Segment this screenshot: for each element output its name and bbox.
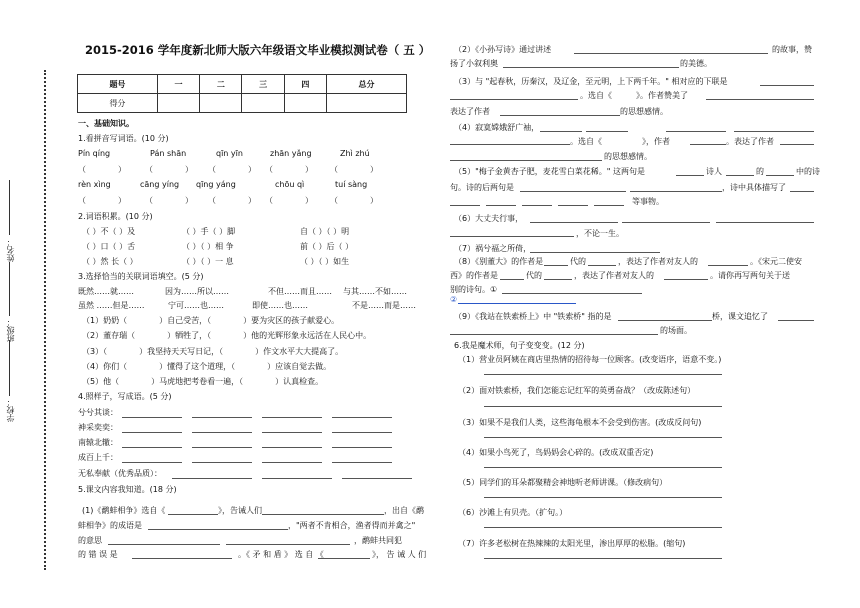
r8-text: 代的 — [526, 271, 542, 280]
paren-close: ） — [370, 165, 378, 174]
fill-blank[interactable] — [558, 205, 588, 206]
idiom-blank[interactable] — [192, 462, 252, 463]
paren-close: ） — [185, 196, 193, 205]
q5-1-text: ，鹬蚌共同犯 — [354, 536, 402, 545]
r5-text: ，诗中具体描写了 — [722, 183, 786, 192]
idiom-blank[interactable] — [122, 417, 182, 418]
fill-blank[interactable] — [522, 205, 552, 206]
sentence-item: （1）营业员阿姨在商店里热情的招待每一位顾客。(改变语序，语意不变。) — [458, 355, 722, 364]
r2-text: 的故事，赞 — [772, 45, 812, 54]
r9-text: 桥，课文追忆了 — [712, 312, 768, 321]
fill-blank[interactable] — [664, 279, 708, 280]
sentence-item: （3）如果不是我们人类，这些海龟根本不会受到伤害。(改成反问句) — [458, 418, 702, 427]
word-item[interactable]: （ ）（ ）一 息 — [182, 257, 234, 266]
answer-box[interactable] — [208, 164, 256, 175]
conj-option: 因为……所以…… — [165, 287, 229, 296]
paren-open: （ — [208, 165, 216, 174]
pinyin-1: Pín qíng — [78, 149, 111, 158]
r9-text: 的场面。 — [660, 326, 692, 335]
fill-blank[interactable] — [778, 320, 814, 321]
page-title: 2015-2016 学年度新北师大版六年级语文毕业模拟测试卷（ 五 ） — [85, 43, 431, 57]
paren-open: （ — [78, 165, 86, 174]
word-item[interactable]: （ ）口（ ）舌 — [82, 242, 136, 251]
conj-option: 既然……就…… — [78, 287, 134, 296]
idiom-blank[interactable] — [262, 417, 322, 418]
idiom-blank[interactable] — [332, 432, 392, 433]
q5-1-text: 的 错 误 是 — [78, 550, 118, 559]
score-header-cell: 题号 — [78, 75, 158, 94]
conj-item[interactable]: （2）董存瑞（ ）牺牲了，（ ）他的光辉形象永远活在人民心中。 — [82, 331, 372, 340]
fill-blank[interactable] — [108, 544, 220, 545]
answer-box[interactable] — [330, 164, 378, 175]
idiom-blank[interactable] — [262, 432, 322, 433]
paren-open: （ — [330, 196, 338, 205]
fill-blank[interactable] — [586, 131, 628, 132]
r3-text: 表达了作者 — [450, 107, 490, 116]
fill-blank[interactable] — [262, 514, 384, 515]
sentence-item: （2）面对铁索桥，我们怎能忘记红军的英勇奋战？（改成陈述句） — [458, 386, 696, 395]
idiom-blank[interactable] — [262, 462, 322, 463]
fill-blank[interactable] — [132, 558, 232, 559]
pinyin-10: tuí sàng — [335, 180, 368, 189]
fill-blank[interactable] — [458, 303, 576, 304]
r8-text: 别的诗句。① — [450, 285, 498, 294]
pinyin-3: qīn yīn — [216, 149, 243, 158]
r8-text: ，表达了作者对友人的 — [618, 257, 698, 266]
sentence-item: （4）如果小鸟死了，鸟妈妈会心碎的。(改成双重否定) — [458, 448, 654, 457]
r8-text: 西》的作者是 — [450, 271, 498, 280]
idiom-blank[interactable] — [332, 462, 392, 463]
conj-item[interactable]: （3）（ ）我坚持天天写日记，（ ）作文水平大大提高了。 — [82, 347, 344, 356]
fill-blank[interactable] — [726, 175, 754, 176]
q5-1-text: ，"两者不肯相合，渔者得而并禽之" — [288, 521, 416, 530]
fill-blank[interactable] — [622, 222, 710, 223]
word-item[interactable]: 前（ ）后（ ） — [300, 242, 354, 251]
r5-text: 的 — [756, 167, 764, 176]
r8-text: 。《宋元二使安 — [750, 257, 802, 266]
binding-dotted-line — [44, 70, 46, 570]
conj-item[interactable]: （5）他（ ）马虎地把考卷看一遍，（ ）认真检查。 — [82, 377, 324, 386]
idiom-blank[interactable] — [332, 447, 392, 448]
idiom-blank[interactable] — [192, 417, 252, 418]
school-label: 学校： — [6, 398, 15, 422]
idiom-blank[interactable] — [122, 432, 182, 433]
pinyin-8: qīng yáng — [196, 180, 236, 189]
r4-text: （4）寂寞嫦娥舒广袖， — [454, 123, 540, 132]
q5-1-text: ，出自《鹬 — [384, 506, 424, 515]
fill-blank[interactable] — [544, 279, 572, 280]
r5-text: 等事物。 — [632, 197, 664, 206]
paren-close: ） — [118, 165, 126, 174]
r6-text: ，不论一生。 — [576, 229, 624, 238]
school-line — [9, 340, 10, 396]
fill-blank[interactable] — [690, 144, 726, 145]
fill-blank[interactable] — [500, 279, 524, 280]
answer-line[interactable] — [484, 558, 722, 559]
q2-heading: 2.词语积累。(10 分) — [78, 212, 153, 221]
answer-box[interactable] — [265, 195, 313, 206]
r3-text: 的思想感情。 — [620, 107, 668, 116]
conj-option: 即使……也…… — [252, 301, 308, 310]
score-header-cell: 四 — [284, 75, 326, 94]
r5-text: 诗人 — [706, 167, 722, 176]
answer-box[interactable] — [78, 164, 126, 175]
pinyin-5: Zhì zhú — [340, 149, 370, 158]
fill-blank[interactable] — [450, 160, 602, 161]
fill-blank[interactable] — [226, 544, 350, 545]
q5-1-text: 的意思 — [78, 536, 102, 545]
r2-text: 的美德。 — [680, 59, 712, 68]
fill-blank[interactable] — [766, 175, 794, 176]
fill-blank[interactable] — [790, 191, 814, 192]
score-header-cell: 一 — [157, 75, 199, 94]
word-item[interactable]: （ ）然 长（ ） — [82, 257, 138, 266]
answer-box[interactable] — [145, 164, 193, 175]
conj-item[interactable]: （4）你们（ ）懂得了这个道理，（ ）应该自觉去做。 — [82, 362, 332, 371]
score-cell[interactable] — [327, 94, 407, 113]
class-line — [9, 262, 10, 316]
answer-line[interactable] — [484, 374, 722, 375]
paren-close: ） — [305, 196, 313, 205]
idiom-label: 成百上千： — [78, 453, 118, 462]
r8-text: ② — [450, 295, 458, 304]
conj-option: 宁可……也…… — [168, 301, 224, 310]
class-label: 班级： — [6, 318, 15, 342]
fill-blank[interactable] — [450, 205, 480, 206]
paren-close: ） — [118, 196, 126, 205]
q3-heading: 3.选择恰当的关联词语填空。(5 分) — [78, 272, 204, 281]
q6-heading: 6.我是魔术师，句子变变变。(12 分) — [454, 341, 585, 350]
idiom-blank[interactable] — [332, 417, 392, 418]
fill-blank[interactable] — [708, 265, 748, 266]
paren-close: ） — [248, 196, 256, 205]
q5-1-text: 》， 告 诫 人 们 — [372, 550, 427, 559]
idiom-blank[interactable] — [122, 447, 182, 448]
r2-text: （2）《小孙写诗》通过讲述 — [454, 45, 552, 54]
paren-close: ） — [185, 165, 193, 174]
r6-text: （6）大丈夫行事， — [454, 214, 524, 223]
score-header-cell: 三 — [242, 75, 284, 94]
answer-line[interactable] — [484, 437, 722, 438]
score-table — [77, 74, 407, 113]
pinyin-4: zhān yǎng — [270, 149, 312, 158]
answer-box[interactable] — [208, 195, 256, 206]
score-cell[interactable] — [284, 94, 326, 113]
fill-blank[interactable] — [594, 205, 624, 206]
fill-blank[interactable] — [716, 222, 814, 223]
fill-blank[interactable] — [503, 67, 679, 68]
score-cell[interactable] — [242, 94, 284, 113]
fill-blank[interactable] — [500, 115, 620, 116]
r3-text: 。选自《 》。作者赞美了 — [580, 91, 688, 100]
r4-text: 。选自《 》，作者 — [570, 137, 670, 146]
r3-text: （3）与 "起春秋，历秦汉，及辽金，至元明，上下两千年。" 相对应的下联是 — [454, 77, 728, 86]
paren-open: （ — [145, 165, 153, 174]
fill-blank[interactable] — [486, 205, 516, 206]
fill-blank[interactable] — [734, 131, 814, 132]
r8-text: 代的 — [570, 257, 586, 266]
q4-heading: 4.照样子，写成语。(5 分) — [78, 392, 172, 401]
pinyin-9: chōu qì — [275, 180, 305, 189]
paren-open: （ — [330, 165, 338, 174]
fill-blank[interactable] — [450, 144, 570, 145]
r8-text: （8）《别董大》的作者是 — [454, 257, 544, 266]
fill-blank[interactable] — [530, 252, 660, 253]
score-header-cell: 二 — [200, 75, 242, 94]
answer-box[interactable] — [265, 164, 313, 175]
sentence-item: （5）同学们的耳朵都聚精会神地听老师讲课。（修改病句） — [458, 478, 668, 487]
fill-blank[interactable] — [760, 85, 814, 86]
idiom-blank[interactable] — [122, 462, 182, 463]
idiom-label: 无私奉献（优秀品质）： — [78, 469, 162, 478]
idiom-blank[interactable] — [172, 478, 252, 479]
answer-line[interactable] — [484, 527, 722, 528]
r5-text: （5）"梅子金黄杏子肥，麦花雪白菜花稀。" 这两句是 — [454, 167, 645, 176]
fill-blank[interactable] — [502, 293, 642, 294]
r8-text: 。请你再写两句关于送 — [710, 271, 790, 280]
idiom-blank[interactable] — [192, 432, 252, 433]
fill-blank[interactable] — [618, 320, 712, 321]
idiom-label: 神采奕奕： — [78, 423, 118, 432]
fill-blank[interactable] — [450, 334, 658, 335]
section-1-heading: 一、基础知识。 — [78, 119, 134, 128]
paren-open: （ — [145, 196, 153, 205]
fill-blank[interactable] — [780, 144, 814, 145]
r4-text: 。表达了作者 — [726, 137, 774, 146]
conj-item[interactable]: （1）奶奶（ ）自己受苦，（ ）要为灾区的孩子献爱心。 — [82, 316, 340, 325]
pinyin-2: Pán shān — [150, 149, 187, 158]
sentence-item: （7）许多老松树在热辣辣的太阳光里，渗出厚厚的松脂。(缩句) — [458, 539, 686, 548]
word-item[interactable]: （ ）不（ ）及 — [82, 227, 136, 236]
idiom-label: 南辕北辙： — [78, 438, 118, 447]
pinyin-6: rèn xìng — [78, 180, 111, 189]
paren-open: （ — [78, 196, 86, 205]
word-item[interactable]: （ ）手（ ）脚 — [182, 227, 236, 236]
fill-blank[interactable] — [540, 131, 582, 132]
answer-box[interactable] — [78, 195, 126, 206]
word-item[interactable]: 自（ ）（ ）明 — [300, 227, 350, 236]
idiom-blank[interactable] — [262, 447, 322, 448]
pinyin-7: cāng yíng — [140, 180, 180, 189]
name-line — [9, 180, 10, 235]
fill-blank[interactable] — [148, 529, 288, 530]
fill-blank[interactable] — [706, 99, 814, 100]
answer-line[interactable] — [484, 497, 722, 498]
idiom-blank[interactable] — [262, 478, 332, 479]
score-header-cell: 总分 — [327, 75, 407, 94]
conj-option: 不是……而是…… — [352, 301, 416, 310]
idiom-blank[interactable] — [342, 478, 412, 479]
conj-option: 虽然 ……但是…… — [78, 301, 145, 310]
answer-line[interactable] — [484, 406, 722, 407]
fill-blank[interactable] — [588, 265, 616, 266]
paren-open: （ — [265, 196, 273, 205]
fill-blank[interactable] — [544, 265, 568, 266]
conj-option: 不但……而且…… — [268, 287, 332, 296]
r7-text: （7）祸兮福之所倚， — [454, 244, 532, 253]
word-item[interactable]: （ ）（ ）如生 — [300, 257, 350, 266]
fill-blank[interactable] — [450, 236, 574, 237]
q1-heading: 1.看拼音写词语。(10 分) — [78, 134, 169, 143]
idiom-label: 兮兮其谈： — [78, 408, 118, 417]
fill-blank[interactable] — [676, 175, 704, 176]
answer-box[interactable] — [330, 195, 378, 206]
r5-text: 句。诗的后两句是 — [450, 183, 514, 192]
conj-option: 与其……不如…… — [343, 287, 407, 296]
fill-blank[interactable] — [520, 191, 626, 192]
fill-blank[interactable] — [318, 558, 370, 559]
paren-open: （ — [208, 196, 216, 205]
word-item[interactable]: （ ）（ ）相 争 — [182, 242, 234, 251]
score-cell[interactable] — [157, 94, 199, 113]
paren-open: （ — [265, 165, 273, 174]
r9-text: （9）《我站在铁索桥上》中 "铁索桥" 指的是 — [454, 312, 612, 321]
fill-blank[interactable] — [574, 53, 768, 54]
q5-heading: 5.课文内容我知道。(18 分) — [78, 485, 177, 494]
paren-close: ） — [370, 196, 378, 205]
paren-close: ） — [248, 165, 256, 174]
fill-blank[interactable] — [450, 99, 578, 100]
fill-blank[interactable] — [630, 191, 722, 192]
answer-line[interactable] — [484, 467, 722, 468]
r8-text: ，表达了作者对友人的 — [574, 271, 654, 280]
score-cell[interactable] — [200, 94, 242, 113]
q5-1-text: (1)《鹬蚌相争》选自《 — [82, 506, 166, 515]
r5-text: 中的诗 — [796, 167, 820, 176]
idiom-blank[interactable] — [192, 447, 252, 448]
q5-1-text: 蚌相争》的成语是 — [78, 521, 142, 530]
sentence-item: （6）沙滩上有贝壳。（扩句。） — [458, 508, 568, 517]
paren-close: ） — [305, 165, 313, 174]
score-row-label: 得分 — [78, 94, 158, 113]
q5-1-text: 》，告诫人们 — [218, 506, 262, 515]
fill-blank[interactable] — [530, 222, 618, 223]
name-label: 姓名： — [6, 238, 15, 262]
answer-box[interactable] — [145, 195, 193, 206]
r4-text: 的思想感情。 — [604, 152, 652, 161]
q5-1-text: 。《 矛 和 盾 》 选 自 《 — [238, 550, 324, 559]
r2-text: 扬了小叙利奥 — [450, 59, 498, 68]
fill-blank[interactable] — [168, 514, 218, 515]
fill-blank[interactable] — [666, 131, 726, 132]
